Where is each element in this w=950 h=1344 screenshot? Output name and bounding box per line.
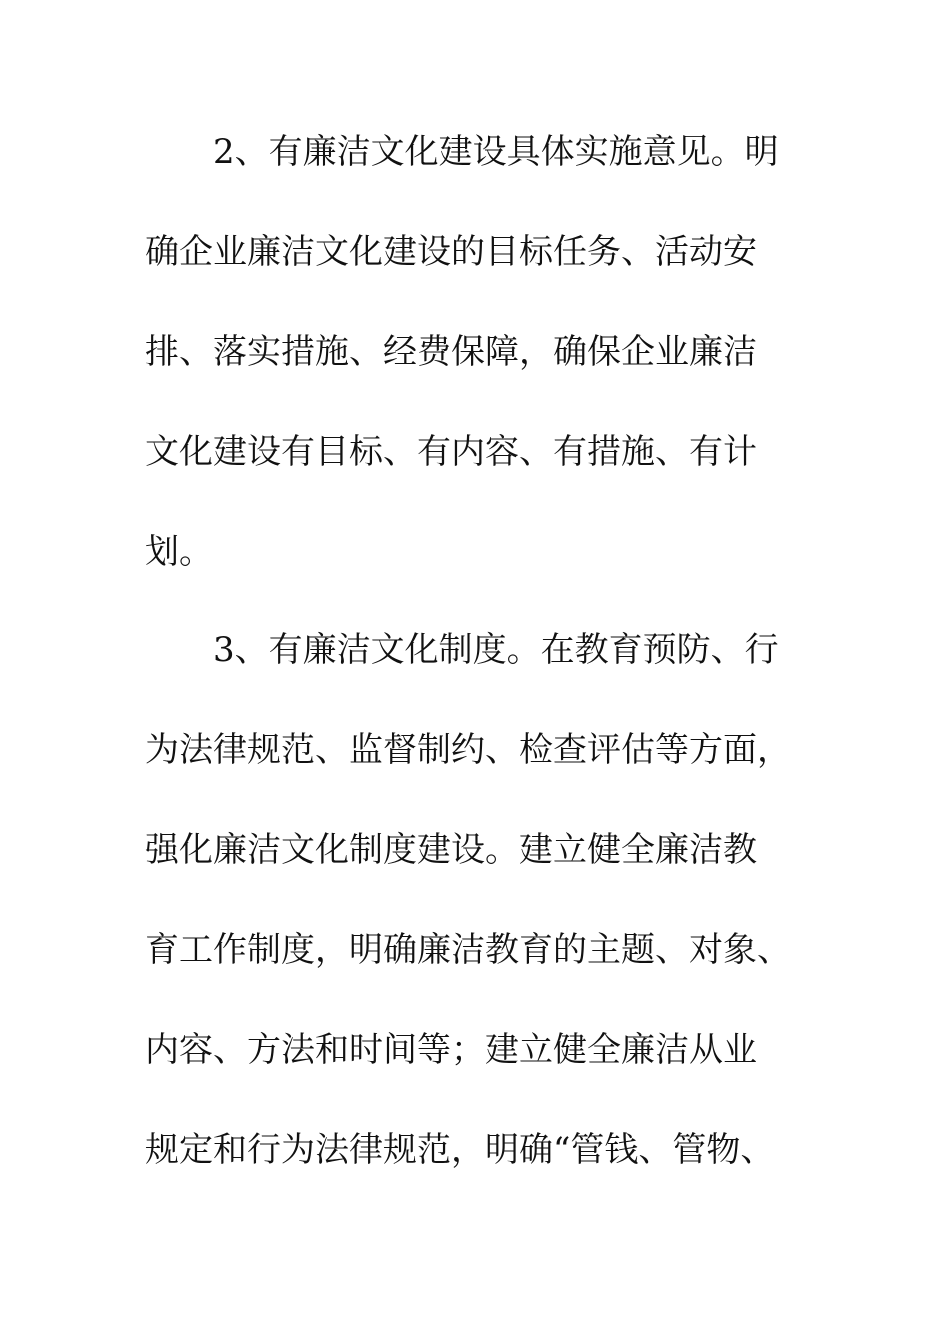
paragraph-2-line-4: 育工作制度，明确廉洁教育的主题、对象、 [145,930,791,970]
paragraph-1-line-3: 排、落实措施、经费保障，确保企业廉洁 [145,332,757,372]
paragraph-1-line-5: 划。 [145,532,213,572]
paragraph-2-line-5: 内容、方法和时间等；建立健全廉洁从业 [145,1030,757,1070]
paragraph-2-line-2: 为法律规范、监督制约、检查评估等方面， [145,730,791,770]
paragraph-1-line-1: 2、有廉洁文化建设具体实施意见。明 [213,132,779,172]
paragraph-2-line-1: 3、有廉洁文化制度。在教育预防、行 [213,630,779,670]
paragraph-1-line-4: 文化建设有目标、有内容、有措施、有计 [145,432,757,472]
paragraph-2-line-6: 规定和行为法律规范，明确“管钱、管物、 [145,1130,775,1170]
paragraph-2-line-3: 强化廉洁文化制度建设。建立健全廉洁教 [145,830,757,870]
paragraph-1-line-2: 确企业廉洁文化建设的目标任务、活动安 [145,232,757,272]
